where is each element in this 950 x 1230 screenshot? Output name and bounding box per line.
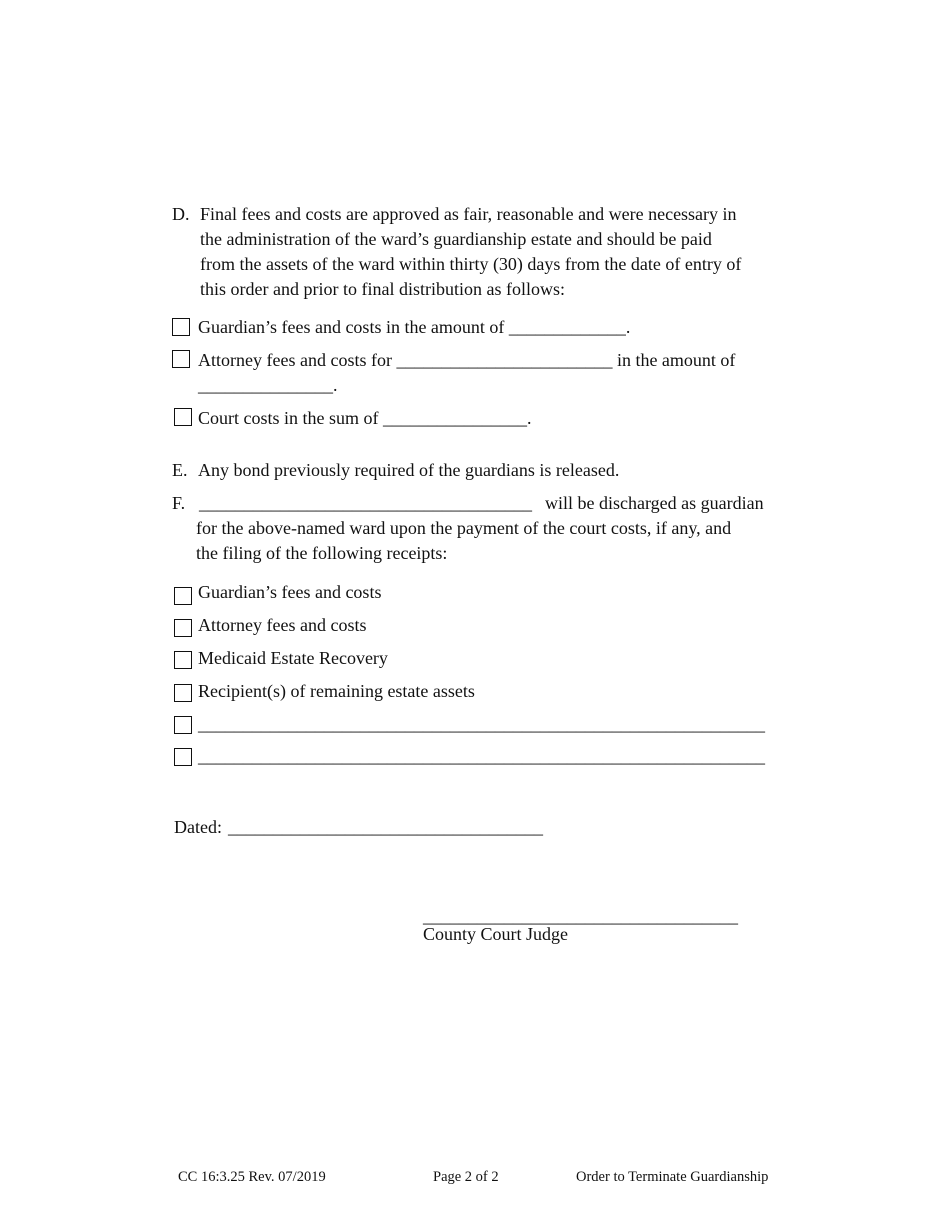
guardian-fees-checkbox[interactable]	[172, 318, 190, 336]
dated-blank: ___________________________________	[228, 817, 543, 837]
court-costs-text: Court costs in the sum of ________________.	[198, 408, 532, 428]
guardian-name-blank: _____________________________________	[199, 493, 532, 513]
receipt-guardian-checkbox[interactable]	[174, 587, 192, 605]
receipt-medicaid-text: Medicaid Estate Recovery	[198, 648, 388, 668]
footer-page-number: Page 2 of 2	[433, 1169, 499, 1185]
section-e-text: Any bond previously required of the guardians is released.	[198, 460, 620, 480]
dated-label: Dated:	[174, 817, 222, 837]
receipt-attorney-checkbox[interactable]	[174, 619, 192, 637]
section-d-letter: D.	[172, 204, 190, 224]
attorney-fees-checkbox[interactable]	[172, 350, 190, 368]
attorney-fees-text: Attorney fees and costs for ________________________ in the amount of	[198, 350, 736, 370]
section-e-letter: E.	[172, 460, 188, 480]
receipt-medicaid-checkbox[interactable]	[174, 651, 192, 669]
guardian-fees-text: Guardian’s fees and costs in the amount of _____________.	[198, 317, 631, 337]
section-d-line-3: from the assets of the ward within thirty (30) days from the date of entry of	[200, 254, 742, 274]
footer-form-number: CC 16:3.25 Rev. 07/2019	[178, 1169, 326, 1185]
receipt-other-2-blank: _______________________________________________________________	[198, 746, 765, 766]
receipt-other-1-checkbox[interactable]	[174, 716, 192, 734]
receipt-recipients-text: Recipient(s) of remaining estate assets	[198, 681, 475, 701]
judge-signature-label: County Court Judge	[423, 924, 569, 944]
section-d-line-2: the administration of the ward’s guardianship estate and should be paid	[200, 229, 712, 249]
receipt-guardian-text: Guardian’s fees and costs	[198, 582, 382, 602]
section-f-line-1: will be discharged as guardian	[545, 493, 764, 513]
section-f-line-2: for the above-named ward upon the payment of the court costs, if any, and	[196, 518, 732, 538]
receipt-other-1-blank: _______________________________________________________________	[198, 714, 765, 734]
footer-document-title: Order to Terminate Guardianship	[576, 1169, 769, 1185]
section-f-line-3: the filing of the following receipts:	[196, 543, 448, 563]
section-d-line-4: this order and prior to final distribution as follows:	[200, 279, 565, 299]
receipt-other-2-checkbox[interactable]	[174, 748, 192, 766]
attorney-fees-amount: _______________.	[198, 375, 338, 395]
receipt-recipients-checkbox[interactable]	[174, 684, 192, 702]
receipt-attorney-text: Attorney fees and costs	[198, 615, 367, 635]
court-costs-checkbox[interactable]	[174, 408, 192, 426]
section-d-line-1: Final fees and costs are approved as fair, reasonable and were necessary in	[200, 204, 737, 224]
judge-signature-line: ___________________________________	[423, 906, 738, 926]
section-f-letter: F.	[172, 493, 186, 513]
